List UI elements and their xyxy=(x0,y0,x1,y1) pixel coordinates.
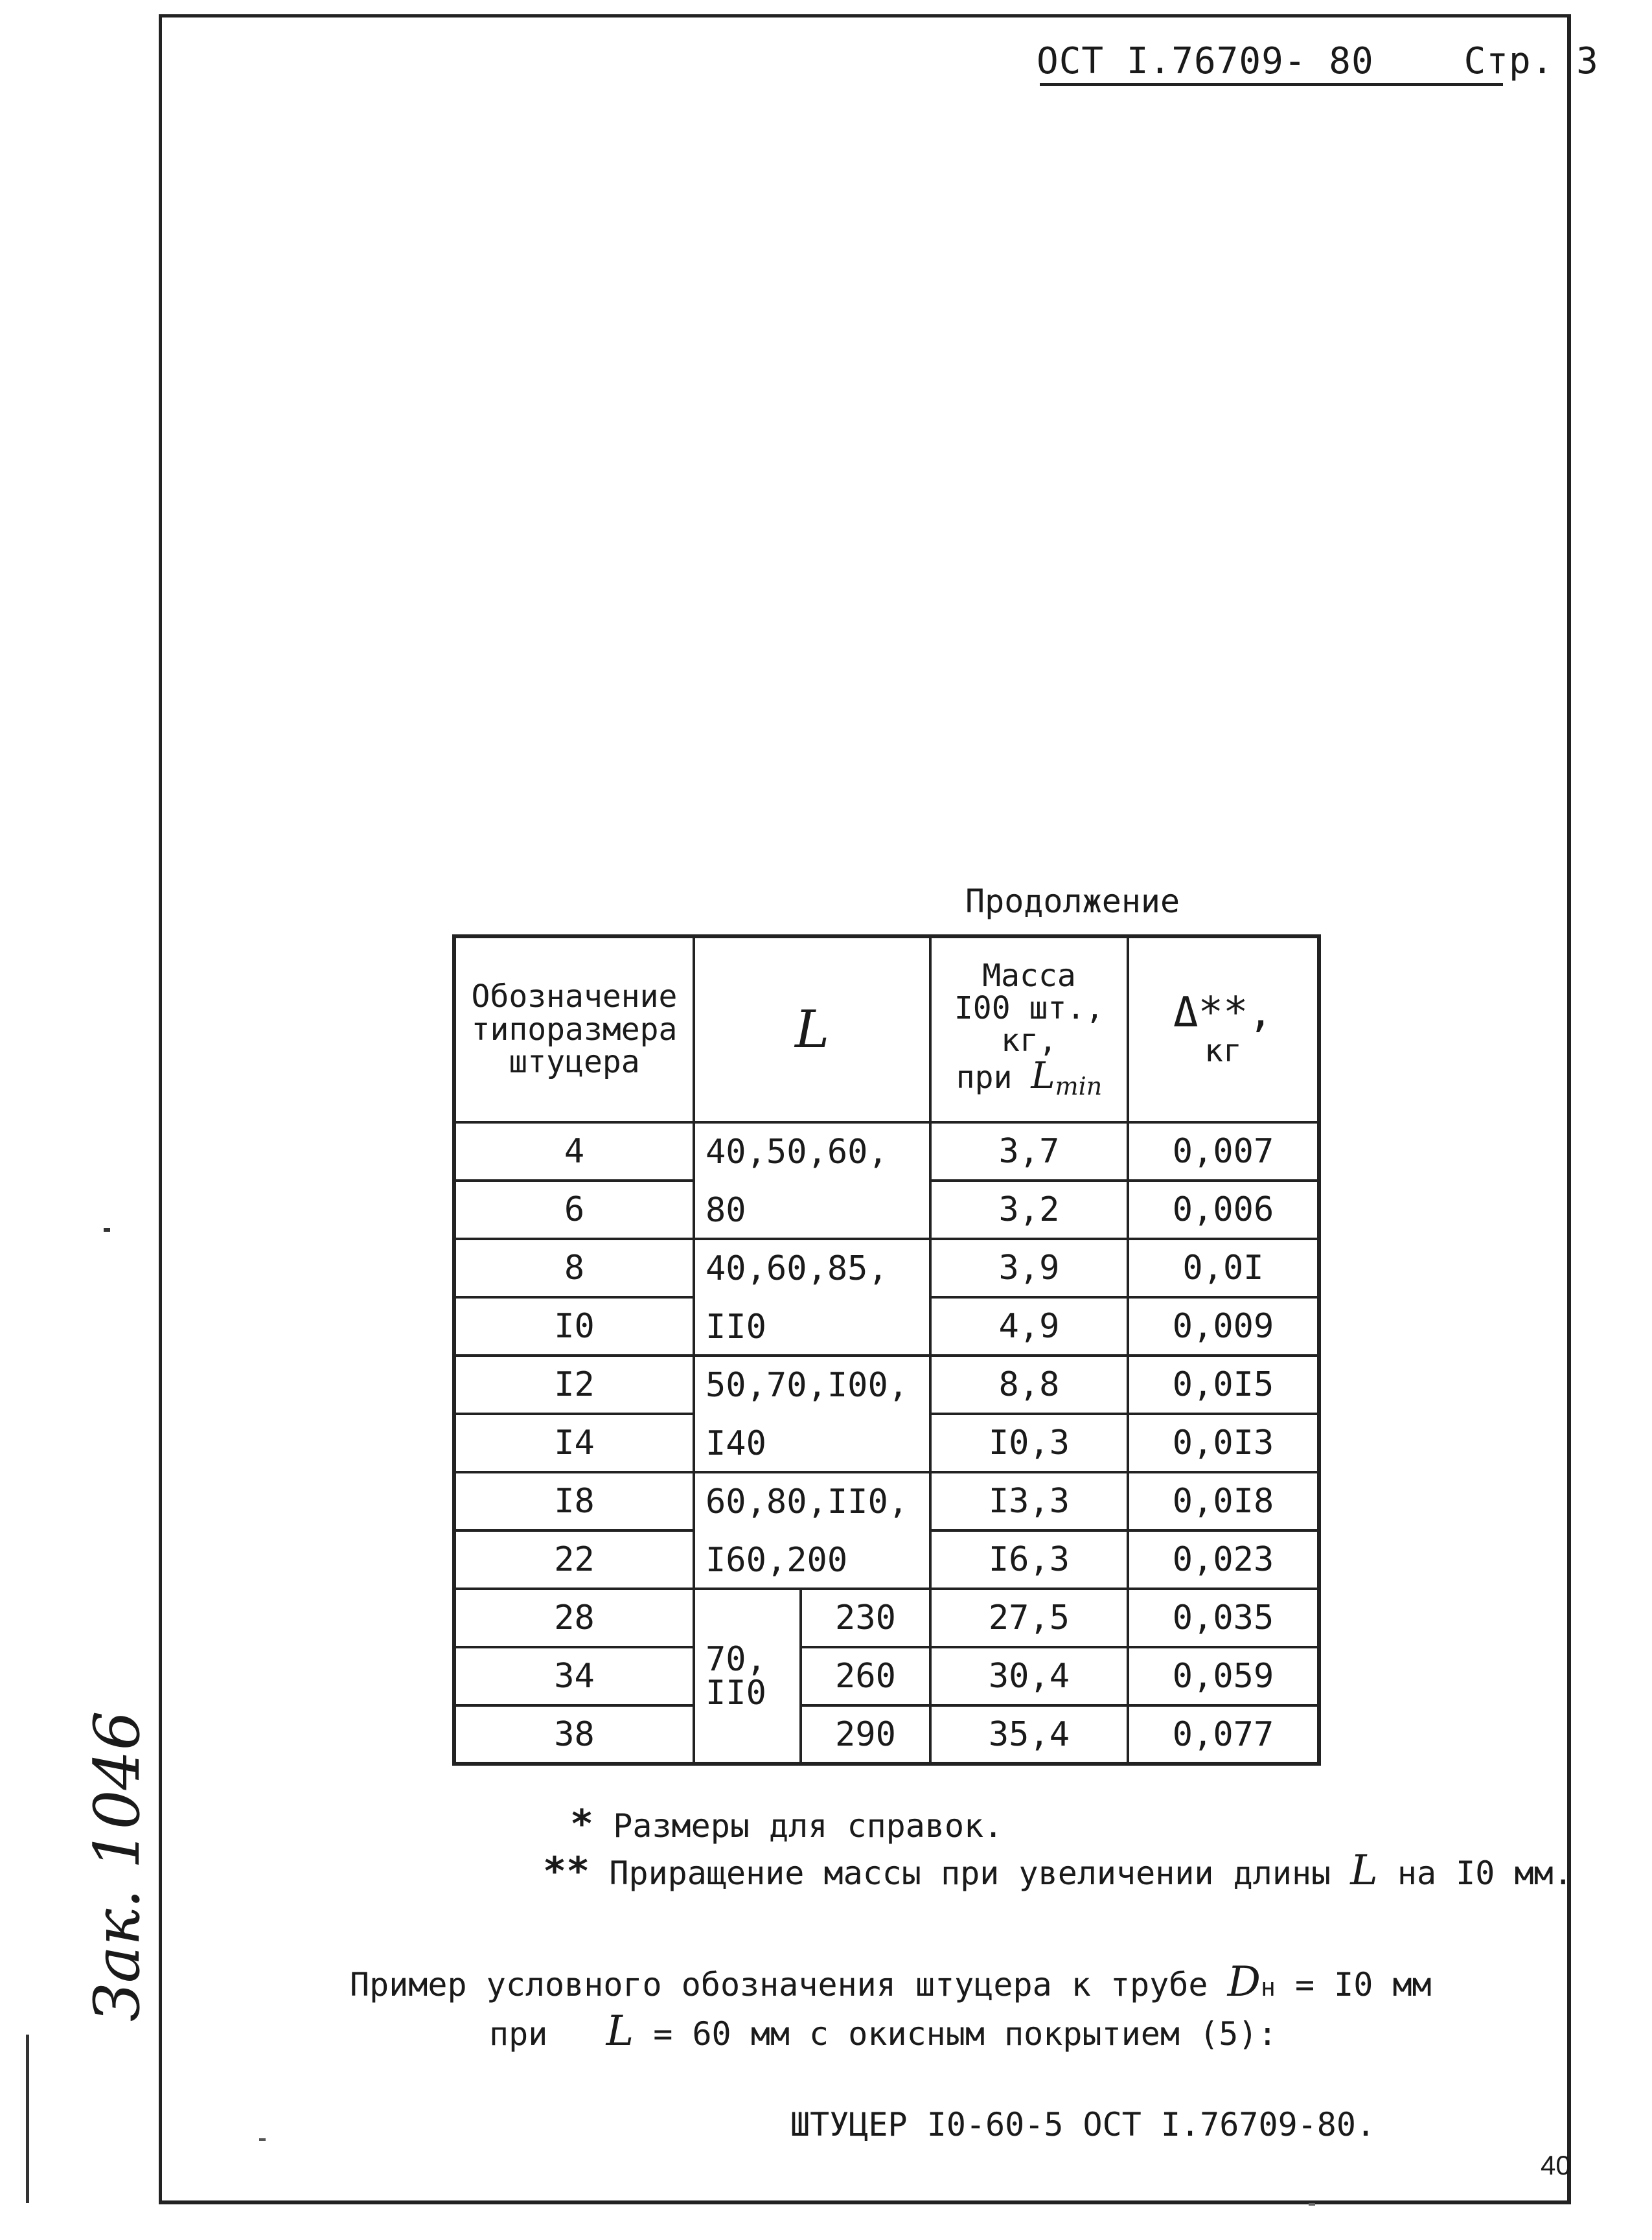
table-row: 28 70, II0 230 27,5 0,035 xyxy=(454,1589,1319,1647)
fitting-designation: ШТУЦЕР I0-60-5 ОСТ I.76709-80. xyxy=(790,2106,1376,2143)
continuation-label: Продолжение xyxy=(965,883,1180,920)
header-designation: Обозначение типоразмера штуцера xyxy=(454,936,694,1122)
table-row: 34 260 30,4 0,059 xyxy=(454,1647,1319,1705)
length-group-2: 40,60,85, II0 xyxy=(694,1239,930,1356)
handwritten-order-note: Зак. 1046 xyxy=(81,1711,154,2022)
table-row: 38 290 35,4 0,077 xyxy=(454,1705,1319,1764)
header-underline xyxy=(1040,83,1503,86)
table-row: 8 40,60,85, II0 3,9 0,0I xyxy=(454,1239,1319,1297)
fitting-spec-table xyxy=(452,934,1321,1766)
table-row: I0 4,9 0,009 xyxy=(454,1297,1319,1356)
scan-speck xyxy=(104,1228,110,1232)
table-row: I2 50,70,I00, I40 8,8 0,0I5 xyxy=(454,1356,1319,1414)
table-row: 4 40,50,60, 80 3,7 0,007 xyxy=(454,1122,1319,1181)
length-group-1: 40,50,60, 80 xyxy=(694,1122,930,1239)
example-line-2: при L = 60 мм с окисным покрытием (5): xyxy=(489,2007,1278,2055)
header-mass: Масса I00 шт., кг, при $L_{min}$ xyxy=(930,936,1128,1122)
header-length: L xyxy=(694,936,930,1122)
length-group-5-left: 70, II0 xyxy=(694,1589,801,1764)
length-group-3: 50,70,I00, I40 xyxy=(694,1356,930,1472)
table-header-row xyxy=(454,936,1319,1122)
header-delta: Δ**, кг xyxy=(1128,936,1319,1122)
footnote-1: * Размеры для справок. xyxy=(570,1801,1004,1847)
table-row: I8 60,80,II0, I60,200 I3,3 0,0I8 xyxy=(454,1472,1319,1530)
page-label: Стр. 3 xyxy=(1463,40,1599,82)
scan-speck xyxy=(1309,2203,1315,2206)
scan-edge-mark xyxy=(26,2035,29,2203)
scan-speck xyxy=(259,2138,266,2141)
footnote-2: ** Приращение массы при увеличении длины L на I0 мм. xyxy=(543,1847,1573,1895)
length-group-4: 60,80,II0, I60,200 xyxy=(694,1472,930,1589)
table-row: 22 I6,3 0,023 xyxy=(454,1530,1319,1589)
page-number: 40 xyxy=(1541,2150,1571,2180)
table-row: I4 I0,3 0,0I3 xyxy=(454,1414,1319,1472)
example-line-1: Пример условного обозначения штуцера к трубе Dн = I0 мм xyxy=(350,1958,1432,2006)
page-header xyxy=(1037,40,1599,82)
table-row: 6 3,2 0,006 xyxy=(454,1181,1319,1239)
standard-number: ОСТ I.76709- 80 xyxy=(1037,40,1374,82)
